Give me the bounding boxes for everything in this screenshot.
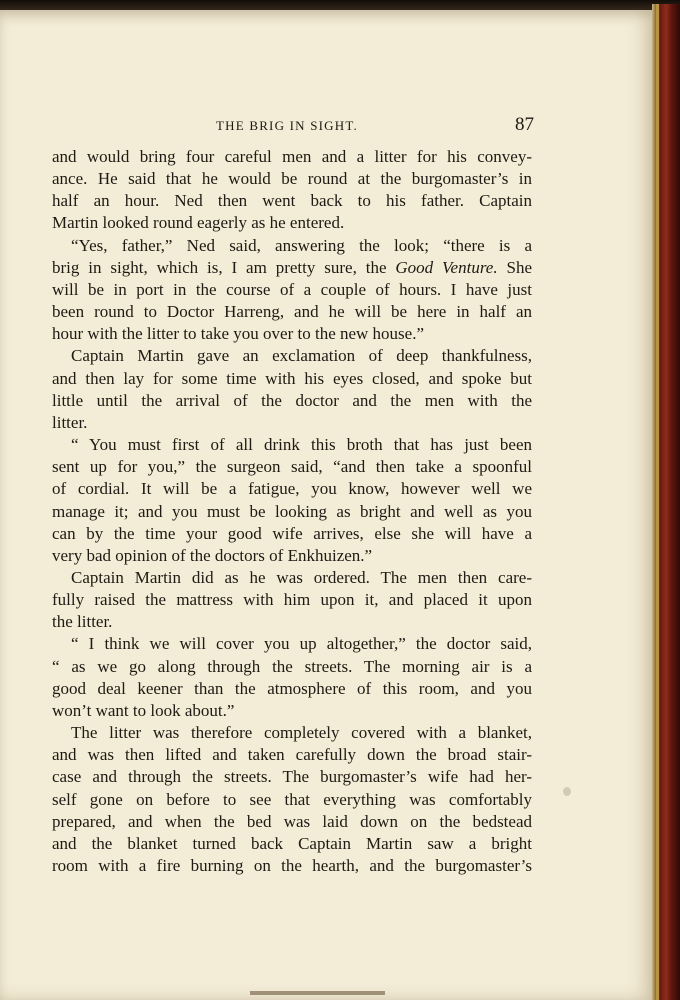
- text-line: [52, 766, 532, 788]
- text-line: [52, 212, 532, 234]
- text-line: [52, 633, 532, 655]
- text-line: [52, 656, 532, 678]
- text-line-content: and the blanket turned back Captain Martin saw a bright: [52, 833, 532, 853]
- text-line: [52, 855, 532, 877]
- body-text: [52, 146, 532, 877]
- text-line-content: Captain Martin did as he was ordered. The men then care-: [71, 567, 532, 587]
- text-line: [52, 345, 532, 367]
- binding-gilt-edge: [656, 4, 659, 1000]
- text-line: [52, 789, 532, 811]
- text-line-content: hour with the litter to take you over to the new house.”: [52, 324, 425, 344]
- text-line: [52, 368, 532, 390]
- text-line: [52, 567, 532, 589]
- text-line-content: litter.: [52, 412, 88, 432]
- text-line-content: the litter.: [52, 612, 113, 632]
- text-line: [52, 833, 532, 855]
- paper-stain: [563, 787, 571, 796]
- text-line: [52, 235, 532, 257]
- text-line-content: “ as we go along through the streets. The morning air is a: [52, 656, 532, 676]
- text-line-content: good deal keener than the atmosphere of this room, and you: [52, 678, 532, 698]
- page-edge-shadow: [250, 991, 385, 995]
- text-line-content: self gone on before to see that everything was comfortably: [52, 789, 532, 809]
- text-line-content: very bad opinion of the doctors of Enkhuizen.”: [52, 545, 373, 565]
- text-line-content: fully raised the mattress with him upon it, and placed it upon: [52, 590, 532, 610]
- text-line: [52, 611, 532, 633]
- text-line-content: been round to Doctor Harreng, and he will be here in half an: [52, 302, 532, 322]
- text-line-content: will be in port in the course of a couple of hours. I have just: [52, 279, 532, 299]
- text-line: [52, 412, 532, 434]
- text-line-content: “ I think we will cover you up altogether,” the doctor said,: [71, 634, 532, 654]
- running-title: THE BRIG IN SIGHT.: [216, 118, 358, 133]
- text-line: [52, 501, 532, 523]
- text-line-content: little until the arrival of the doctor and the men with the: [52, 390, 532, 410]
- page-number: 87: [515, 114, 534, 135]
- text-line-content: sent up for you,” the surgeon said, “and then take a spoonful: [52, 457, 532, 477]
- text-line: [52, 301, 532, 323]
- text-line: [52, 678, 532, 700]
- text-line: [52, 523, 532, 545]
- text-line-content: prepared, and when the bed was laid down on the bedstead: [52, 811, 532, 831]
- text-line-content: and was then lifted and taken carefully down the broad stair-: [52, 745, 532, 765]
- text-line: [52, 589, 532, 611]
- running-header: [52, 114, 534, 136]
- text-line-content: Captain Martin gave an exclamation of deep thankfulness,: [71, 346, 532, 366]
- text-line-content: of cordial. It will be a fatigue, you know, however well we: [52, 479, 532, 499]
- text-line-content: half an hour. Ned then went back to his father. Captain: [52, 191, 532, 211]
- text-line: [52, 434, 532, 456]
- text-line-continuation: She: [497, 257, 532, 277]
- text-line: [52, 323, 532, 345]
- text-line: [52, 168, 532, 190]
- text-line-content: and then lay for some time with his eyes closed, and spoke but: [52, 368, 532, 388]
- text-line-content: ance. He said that he would be round at the burgomaster’s in: [52, 169, 532, 189]
- text-line: [52, 190, 532, 212]
- text-line-content: Martin looked round eagerly as he entered.: [52, 213, 345, 233]
- text-line: [52, 456, 532, 478]
- italic-ship-name: Good Venture.: [395, 257, 498, 277]
- text-line: [52, 545, 532, 567]
- text-line: [52, 257, 532, 279]
- text-line-content: won’t want to look about.”: [52, 700, 235, 720]
- text-line-content: and would bring four careful men and a litter for his convey-: [52, 147, 532, 166]
- text-line-content: case and through the streets. The burgomaster’s wife had her-: [52, 767, 532, 787]
- text-line: [52, 478, 532, 500]
- text-line-content: room with a fire burning on the hearth, and the burgomaster’s: [52, 856, 532, 875]
- text-line-content: The litter was therefore completely covered with a blanket,: [71, 723, 532, 743]
- text-line: [52, 722, 532, 744]
- text-line: [52, 279, 532, 301]
- text-line: [52, 744, 532, 766]
- text-line: [52, 811, 532, 833]
- text-line-content: “ You must first of all drink this broth that has just been: [71, 435, 532, 455]
- text-line: [52, 146, 532, 168]
- text-line-content: brig in sight, which is, I am pretty sure, the: [52, 257, 396, 277]
- text-line: [52, 700, 532, 722]
- text-line-content: manage it; and you must be looking as bright and well as you: [52, 501, 532, 521]
- text-line-content: can by the time your good wife arrives, else she will have a: [52, 523, 532, 543]
- text-line-content: “Yes, father,” Ned said, answering the look; “there is a: [71, 235, 532, 255]
- text-line: [52, 390, 532, 412]
